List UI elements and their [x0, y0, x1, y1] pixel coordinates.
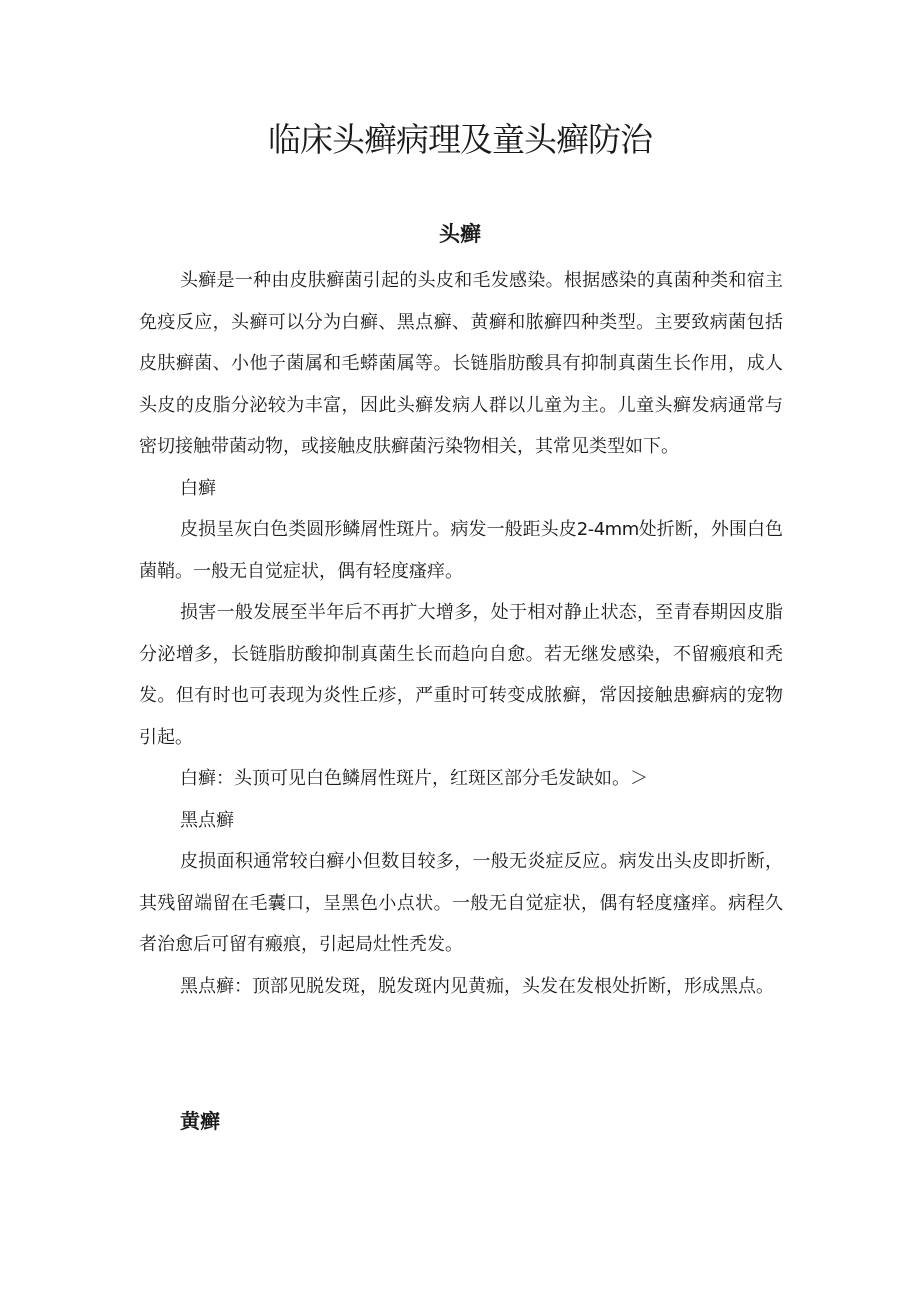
white-p1-text-b: 处折断，外围白色菌鞘。一般无自觉症状，偶有轻度瘙痒。 [139, 519, 784, 582]
white-p1-measure: 2-4mm [576, 519, 639, 540]
white-ringworm-caption: 白癣：头顶可见白色鳞屑性斑片，红斑区部分毛发缺如。＞ [180, 768, 648, 789]
section-title: 头癣 [439, 222, 481, 246]
black-dot-ringworm-paragraph: 皮损面积通常较白癣小但数目较多，一般无炎症反应。病发出头皮即折断，其残留端留在毛囊口，呈黑色小点状。一般无自觉症状，偶有轻度瘙痒。病程久者治愈后可留有瘢痕，引起局灶性秃发。 [139, 851, 783, 955]
favus-heading: 黄癣 [180, 1109, 220, 1133]
black-dot-ringworm-caption: 黑点癣：顶部见脱发斑，脱发斑内见黄痂，头发在发根处折断，形成黑点。 [180, 975, 774, 997]
intro-paragraph: 头癣是一种由皮肤癣菌引起的头皮和毛发感染。根据感染的真菌种类和宿主免疫反应，头癣可以分为白癣、黑点癣、黄癣和脓癣四种类型。主要致病菌包括皮肤癣菌、小他子菌属和毛蟒菌属等。长链脂肪酸具有抑制真菌生长作用，成人头皮的皮脂分泌较为丰富，因此头癣发病人群以儿童为主。儿童头癣发病通常与密切接触带菌动物，或接触皮肤癣菌污染物相关，其常见类型如下。 [139, 270, 783, 457]
white-ringworm-paragraph-2: 损害一般发展至半年后不再扩大增多，处于相对静止状态，至青春期因皮脂分泌增多，长链脂肪酸抑制真菌生长而趋向自愈。若无继发感染，不留瘢痕和秃发。但有时也可表现为炎性丘疹，严重时可转变成脓癣，常因接触患癣病的宠物引起。 [139, 602, 783, 748]
document-body [139, 260, 783, 1007]
white-ringworm-heading: 白癣 [180, 477, 216, 499]
white-ringworm-paragraph-1 [139, 509, 783, 592]
black-dot-ringworm-heading: 黑点癣 [180, 809, 234, 831]
white-p1-text-a: 皮损呈灰白色类圆形鳞屑性斑片。病发一般距头皮 [180, 519, 577, 540]
document-title: 临床头癣病理及童头癣防治 [268, 120, 652, 159]
